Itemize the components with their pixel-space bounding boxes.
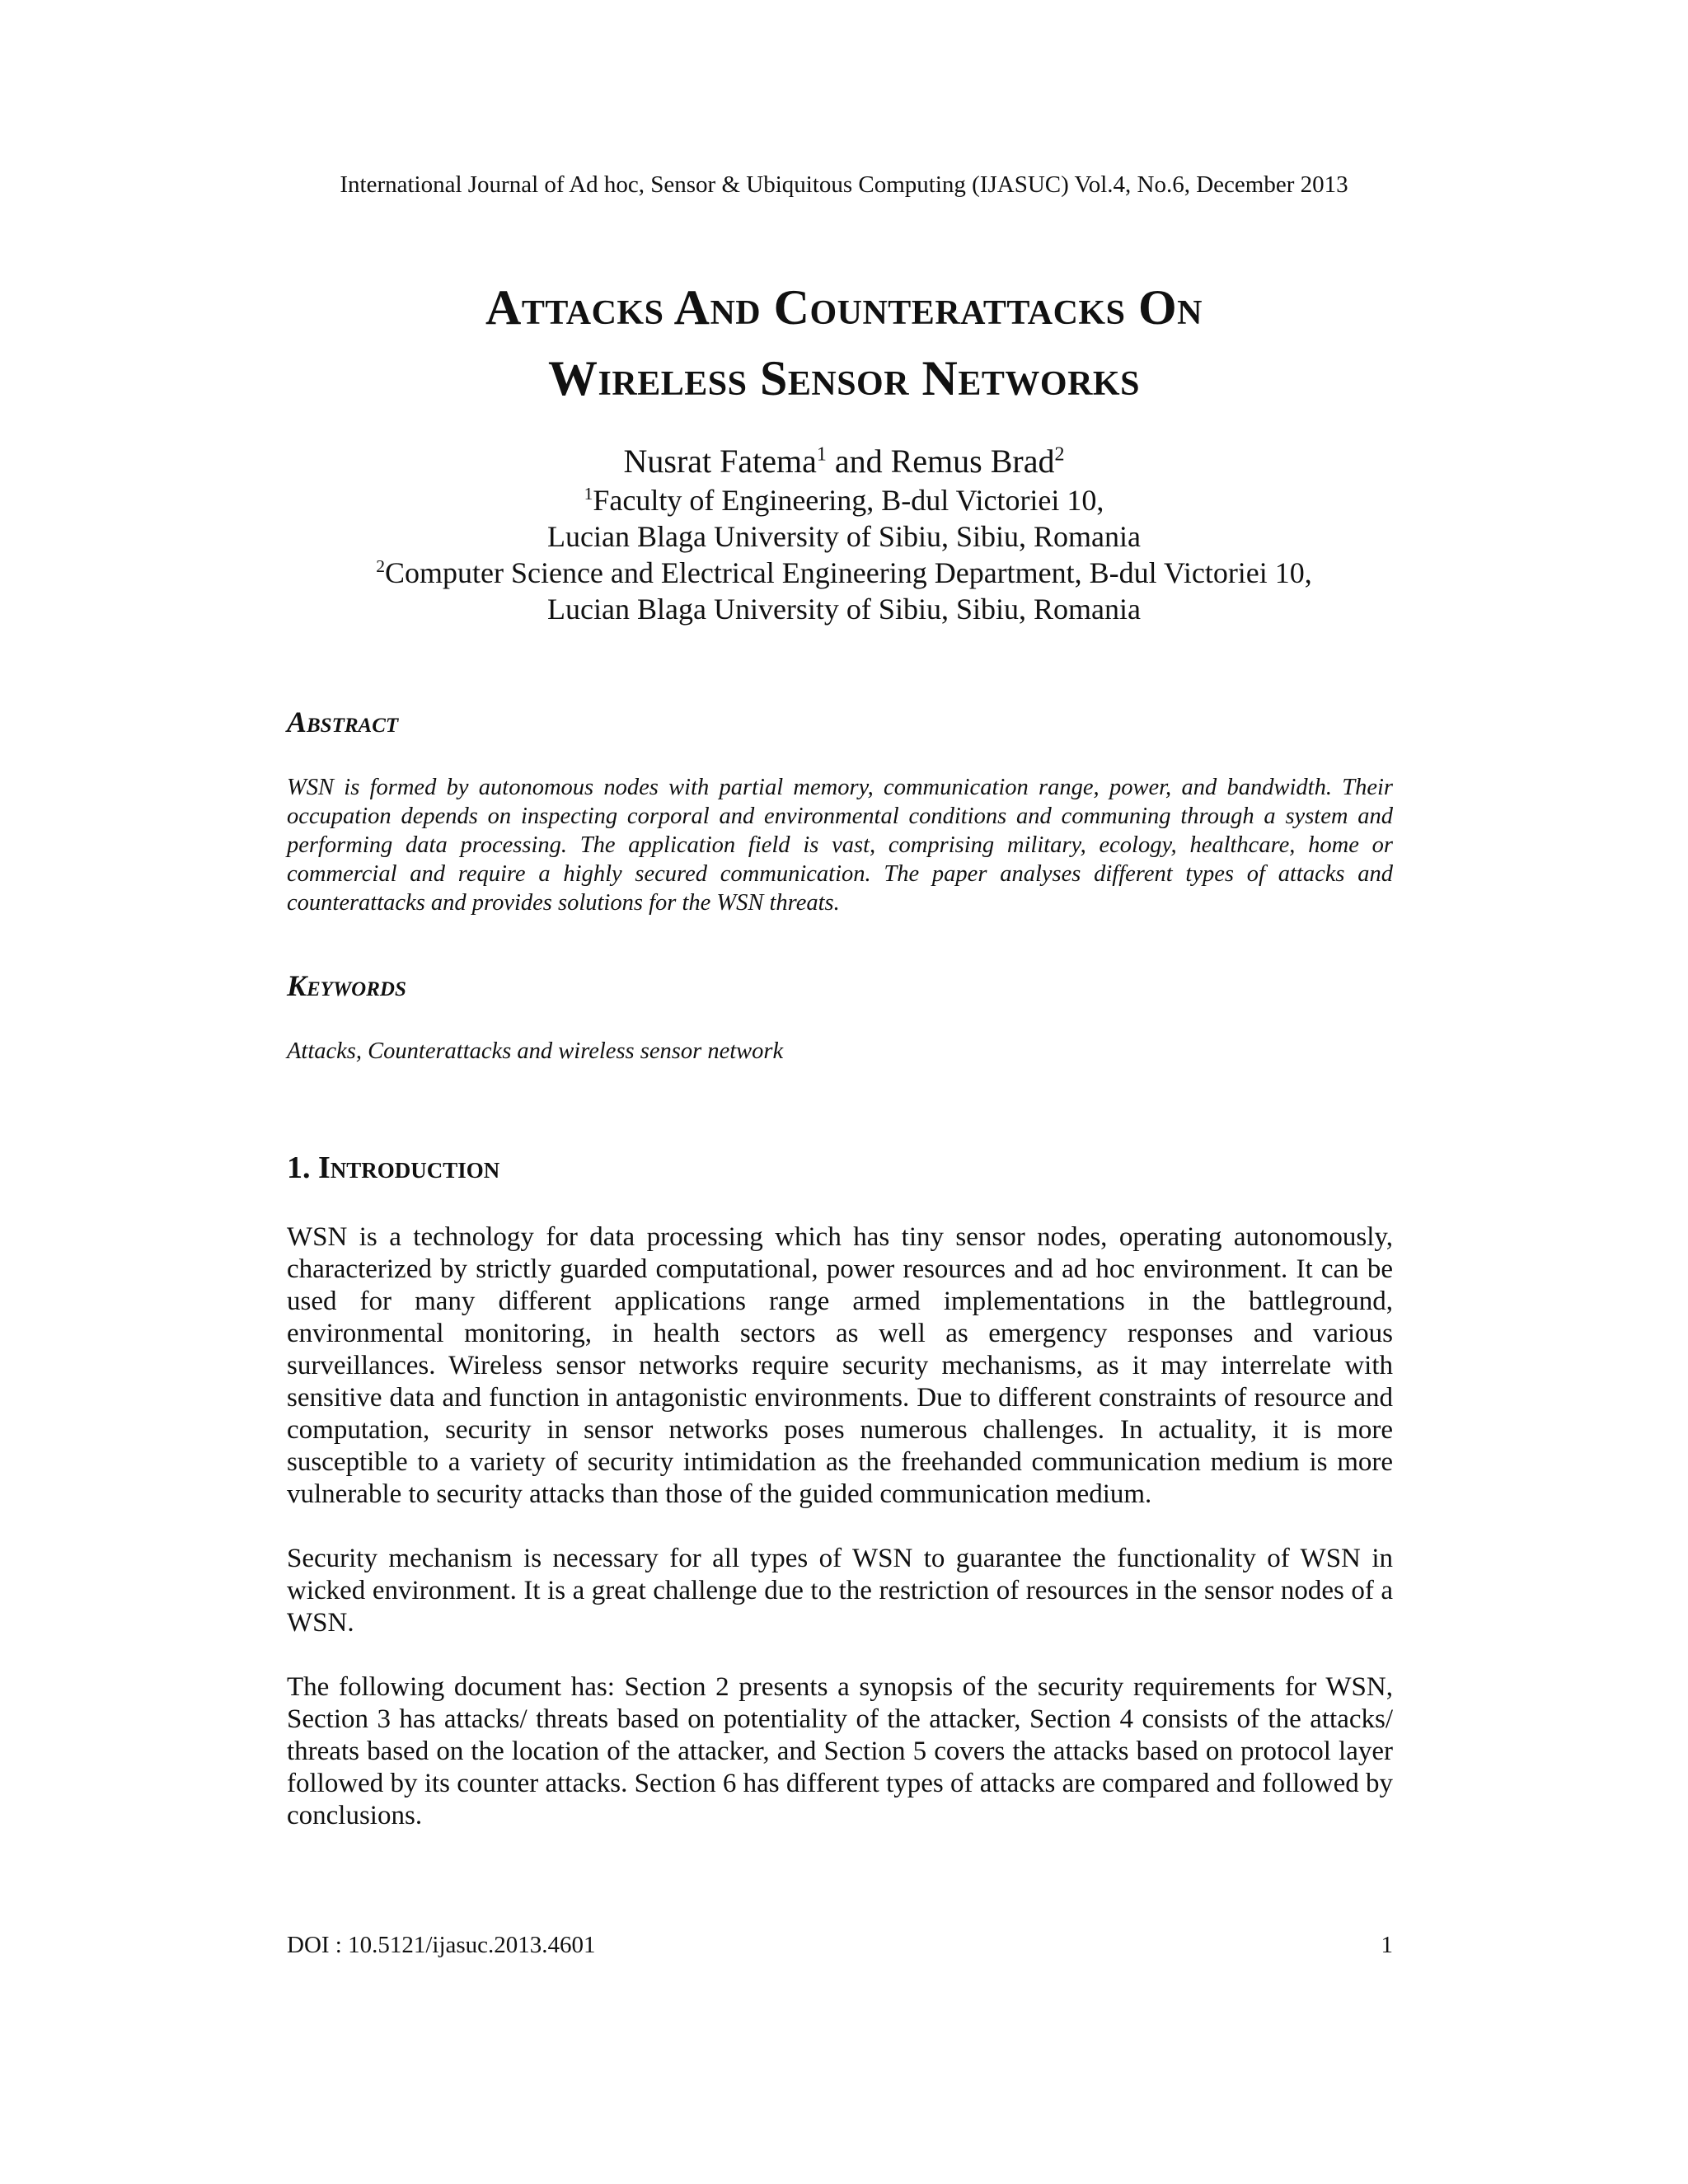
- author-1-name: Nusrat Fatema: [623, 443, 817, 480]
- author-2-affiliation-mark: 2: [1054, 443, 1065, 466]
- author-conjunction: and: [826, 443, 891, 480]
- title-line-1: Attacks And Counterattacks On: [485, 280, 1203, 335]
- affiliation-2-line-2: Lucian Blaga University of Sibiu, Sibiu, Romania: [547, 593, 1141, 626]
- abstract-text: WSN is formed by autonomous nodes with partial memory, communication range, power, and bandwidth. Their occupation depends on inspecting corporal and environmental conditions and communing through a system and performing data processing. The application field is vast, comprising military, ecology, healthcare, home or commercial and require a highly secured communication. The paper analyses different types of attacks and counterattacks and provides solutions for the WSN threats.: [287, 775, 1393, 916]
- introduction-paragraph-2: Security mechanism is necessary for all types of WSN to guarantee the functionality of WSN in wicked environment. It is a great challenge due to the restriction of resources in the sensor nodes of a WSN.: [287, 1544, 1393, 1638]
- footer-page-number: 1: [1381, 1932, 1393, 1958]
- affiliation-1-line-1: [0, 483, 1688, 518]
- affiliation-2-mark: 2: [376, 556, 385, 576]
- introduction-paragraph-1: WSN is a technology for data processing which has tiny sensor nodes, operating autonomously, characterized by strictly guarded computational, power resources and ad hoc environment. It can be used for many different applications range armed implementations in the battleground, environmental monitoring, in health sectors as well as emergency responses and various surveillances. Wireless sensor networks require security mechanisms, as it may interrelate with sensitive data and function in antagonistic environments. Due to different constraints of resource and computation, security in sensor networks poses numerous challenges. In actuality, it is more susceptible to a variety of security intimidation as the freehanded communication medium is more vulnerable to security attacks than those of the guided communication medium.: [287, 1222, 1393, 1509]
- affiliation-1-text: Faculty of Engineering, B-dul Victoriei 10,: [593, 484, 1104, 517]
- author-line: [0, 443, 1688, 480]
- title-line-2: Wireless Sensor Networks: [548, 351, 1140, 405]
- keywords-heading: Keywords: [287, 969, 406, 1002]
- author-1-affiliation-mark: 1: [816, 443, 827, 466]
- author-2-name: Remus Brad: [890, 443, 1055, 480]
- keywords-text: Attacks, Counterattacks and wireless sensor network: [287, 1038, 784, 1064]
- affiliation-1-line-2: Lucian Blaga University of Sibiu, Sibiu, Romania: [547, 520, 1141, 553]
- affiliation-1-mark: 1: [584, 484, 593, 504]
- introduction-paragraph-3: The following document has: Section 2 presents a synopsis of the security requirements for WSN, Section 3 has attacks/ threats based on potentiality of the attacker, Section 4 consists of the attacks/ threats based on the location of the attacker, and Section 5 covers the attacks based on protocol layer followed by its counter attacks. Section 6 has different types of attacks are compared and followed by conclusions.: [287, 1672, 1393, 1830]
- affiliation-2-text: Computer Science and Electrical Engineering Department, B-dul Victoriei 10,: [384, 556, 1312, 589]
- footer-doi: DOI : 10.5121/ijasuc.2013.4601: [287, 1932, 596, 1958]
- paper-title: [0, 272, 1688, 414]
- abstract-heading: Abstract: [287, 705, 399, 738]
- introduction-heading: 1. Introduction: [287, 1151, 500, 1185]
- journal-running-header: International Journal of Ad hoc, Sensor & Ubiquitous Computing (IJASUC) Vol.4, No.6, December 2013: [340, 171, 1348, 198]
- affiliation-2-line-1: [0, 555, 1688, 590]
